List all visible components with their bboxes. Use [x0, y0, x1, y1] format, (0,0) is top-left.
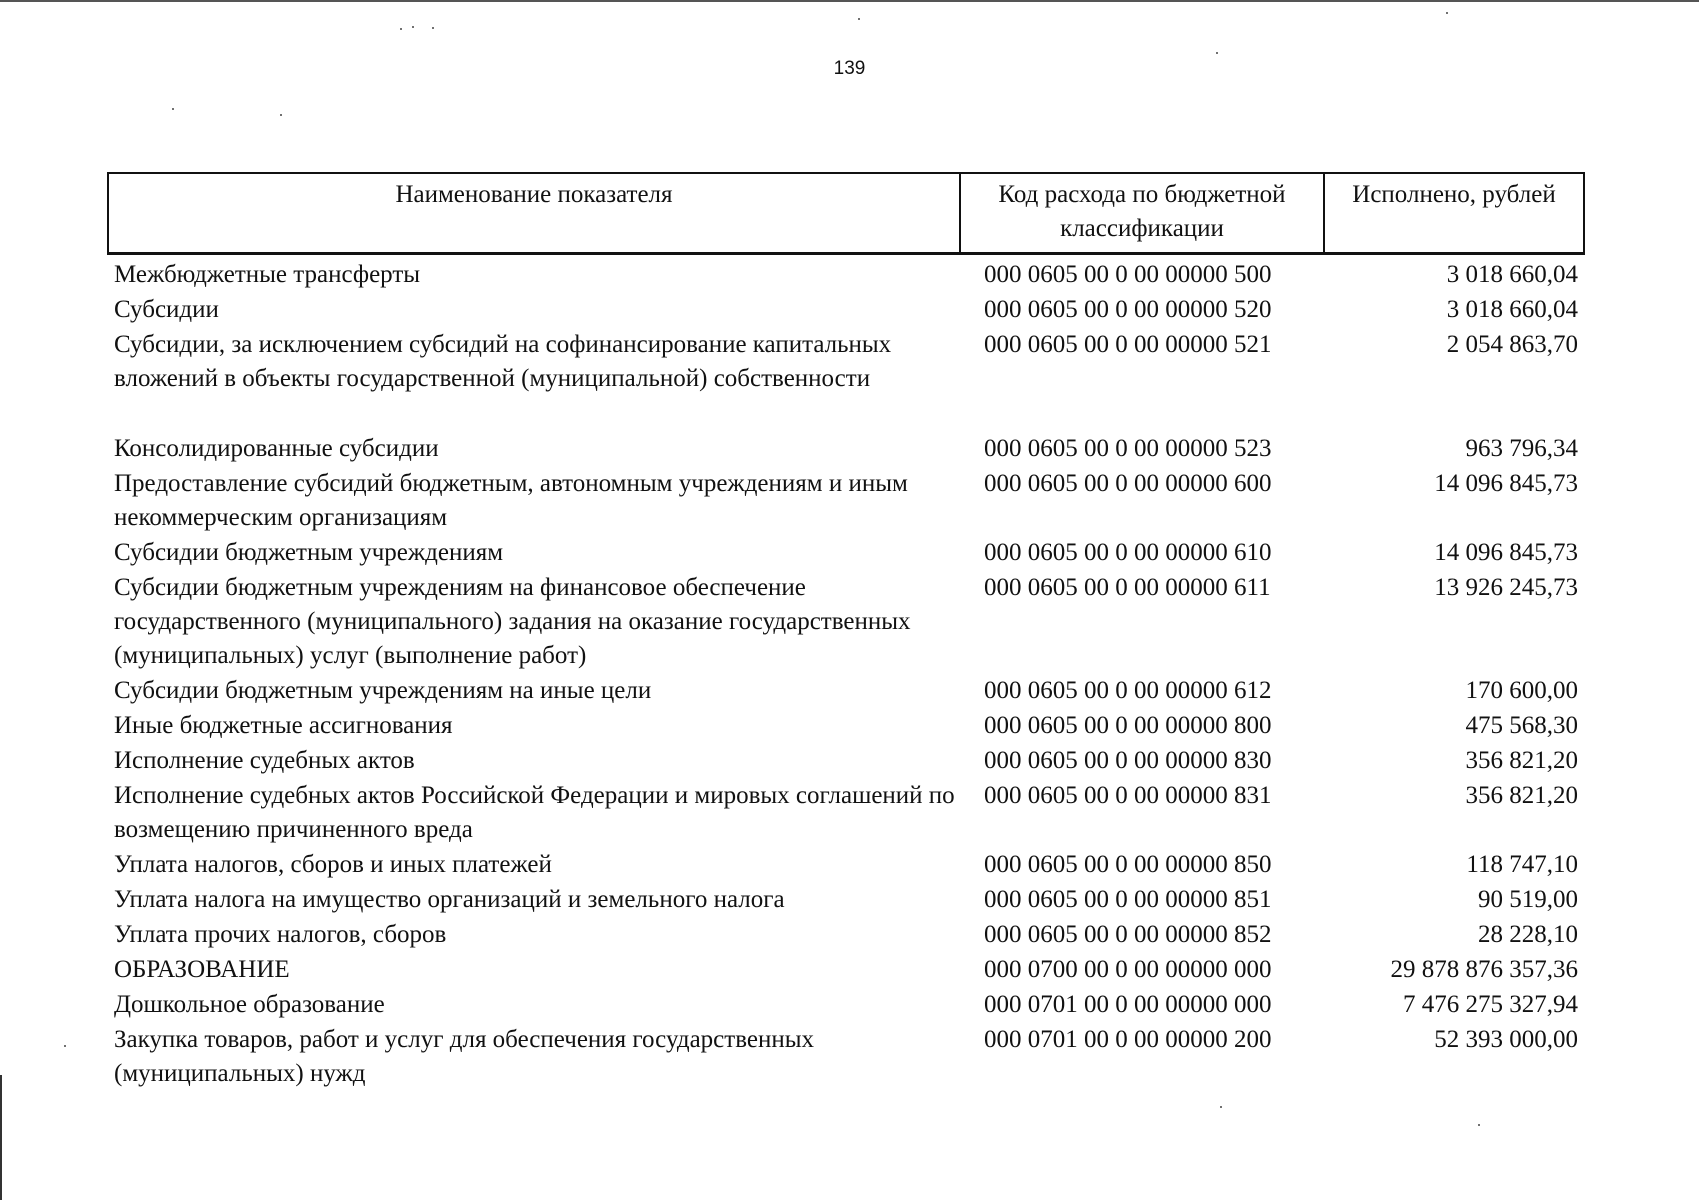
- scan-speck: [1446, 12, 1448, 14]
- table-row: [108, 571, 1584, 674]
- row-amount: 7 476 275 327,94: [1403, 991, 1578, 1018]
- table-row: [108, 953, 1584, 988]
- row-code: 000 0605 00 0 00 00000 521: [984, 331, 1272, 358]
- row-amount: 475 568,30: [1465, 712, 1578, 739]
- column-header-name: Наименование показателя: [108, 173, 960, 254]
- table-row: [108, 432, 1584, 467]
- row-name: Исполнение судебных актов Российской Федерации и мировых соглашений по возмещению причиненного вреда: [114, 782, 955, 843]
- table-row: [108, 467, 1584, 536]
- row-name: Закупка товаров, работ и услуг для обеспечения государственных (муниципальных) нужд: [114, 1026, 815, 1087]
- row-name: Уплата налогов, сборов и иных платежей: [114, 851, 552, 878]
- row-amount: 14 096 845,73: [1434, 539, 1578, 566]
- row-amount: 2 054 863,70: [1446, 331, 1578, 358]
- row-amount: 29 878 876 357,36: [1390, 956, 1578, 983]
- row-code: 000 0605 00 0 00 00000 851: [984, 886, 1272, 913]
- row-name: Уплата налога на имущество организаций и земельного налога: [114, 886, 785, 913]
- row-amount: 356 821,20: [1465, 747, 1578, 774]
- row-amount: 3 018 660,04: [1446, 261, 1578, 288]
- row-name: Консолидированные субсидии: [114, 435, 439, 462]
- table-body: [108, 254, 1584, 1093]
- row-code: 000 0605 00 0 00 00000 850: [984, 851, 1272, 878]
- table-row: [108, 918, 1584, 953]
- row-code: 000 0605 00 0 00 00000 520: [984, 296, 1272, 323]
- row-code: 000 0605 00 0 00 00000 612: [984, 677, 1272, 704]
- table-row: [108, 744, 1584, 779]
- row-code: 000 0605 00 0 00 00000 852: [984, 921, 1272, 948]
- table-row: [108, 674, 1584, 709]
- table-row: [108, 293, 1584, 328]
- row-code: 000 0605 00 0 00 00000 830: [984, 747, 1272, 774]
- row-name: Уплата прочих налогов, сборов: [114, 921, 447, 948]
- row-name: Субсидии, за исключением субсидий на софинансирование капитальных вложений в объекты государственной (муниципальной) собственности: [114, 331, 892, 392]
- table-row: [108, 254, 1584, 294]
- table-row: [108, 536, 1584, 571]
- column-header-amount: Исполнено, рублей: [1324, 173, 1584, 254]
- row-name: Исполнение судебных актов: [114, 747, 415, 774]
- row-amount: 356 821,20: [1465, 782, 1578, 809]
- scan-speck: [400, 28, 402, 30]
- page-number: 139: [833, 58, 866, 79]
- row-amount: 52 393 000,00: [1434, 1026, 1578, 1053]
- row-amount: 3 018 660,04: [1446, 296, 1578, 323]
- scan-speck: [432, 27, 434, 29]
- scan-speck: [1216, 52, 1218, 54]
- scan-speck: [64, 1045, 66, 1047]
- row-amount: 963 796,34: [1465, 435, 1578, 462]
- table-row: [108, 779, 1584, 848]
- scan-speck: [412, 26, 414, 28]
- scan-speck: [172, 108, 174, 110]
- row-name: Субсидии бюджетным учреждениям: [114, 539, 504, 566]
- row-code: 000 0605 00 0 00 00000 600: [984, 470, 1272, 497]
- scan-speck: [1220, 1106, 1222, 1108]
- table-row: [108, 328, 1584, 432]
- row-name: Субсидии бюджетным учреждениям на иные цели: [114, 677, 652, 704]
- row-amount: 90 519,00: [1478, 886, 1578, 913]
- table-row: [108, 883, 1584, 918]
- row-amount: 170 600,00: [1465, 677, 1578, 704]
- row-name: Субсидии: [114, 296, 219, 323]
- row-code: 000 0605 00 0 00 00000 523: [984, 435, 1272, 462]
- table-row: [108, 1023, 1584, 1092]
- row-amount: 118 747,10: [1466, 851, 1578, 878]
- row-code: 000 0605 00 0 00 00000 831: [984, 782, 1272, 809]
- table-row: [108, 988, 1584, 1023]
- expenditure-table: [107, 172, 1585, 1092]
- row-amount: 13 926 245,73: [1434, 574, 1578, 601]
- row-name: Иные бюджетные ассигнования: [114, 712, 453, 739]
- table-header-row: [108, 173, 1584, 254]
- row-amount: 28 228,10: [1478, 921, 1578, 948]
- row-name: Субсидии бюджетным учреждениям на финансовое обеспечение государственного (муниципального) задания на оказание государственных (муниципальных) услуг (выполнение работ): [114, 574, 911, 669]
- row-name: Дошкольное образование: [114, 991, 385, 1018]
- row-code: 000 0605 00 0 00 00000 611: [984, 574, 1271, 601]
- table-row: [108, 709, 1584, 744]
- scan-top-edge: [0, 0, 1699, 2]
- scan-speck: [1478, 1124, 1480, 1126]
- row-code: 000 0700 00 0 00 00000 000: [984, 956, 1272, 983]
- scan-left-edge: [0, 1075, 2, 1200]
- row-code: 000 0605 00 0 00 00000 610: [984, 539, 1272, 566]
- column-header-code: Код расхода по бюджетной классификации: [960, 173, 1324, 254]
- table-row: [108, 848, 1584, 883]
- row-code: 000 0605 00 0 00 00000 500: [984, 261, 1272, 288]
- expenditure-table-container: [107, 172, 1583, 1092]
- row-name: Предоставление субсидий бюджетным, автономным учреждениям и иным некоммерческим организациям: [114, 470, 908, 531]
- row-code: 000 0701 00 0 00 00000 000: [984, 991, 1272, 1018]
- row-code: 000 0701 00 0 00 00000 200: [984, 1026, 1272, 1053]
- row-code: 000 0605 00 0 00 00000 800: [984, 712, 1272, 739]
- scan-speck: [280, 114, 282, 116]
- row-amount: 14 096 845,73: [1434, 470, 1578, 497]
- row-name: ОБРАЗОВАНИЕ: [114, 956, 290, 983]
- scan-speck: [858, 18, 860, 20]
- row-name: Межбюджетные трансферты: [114, 261, 421, 288]
